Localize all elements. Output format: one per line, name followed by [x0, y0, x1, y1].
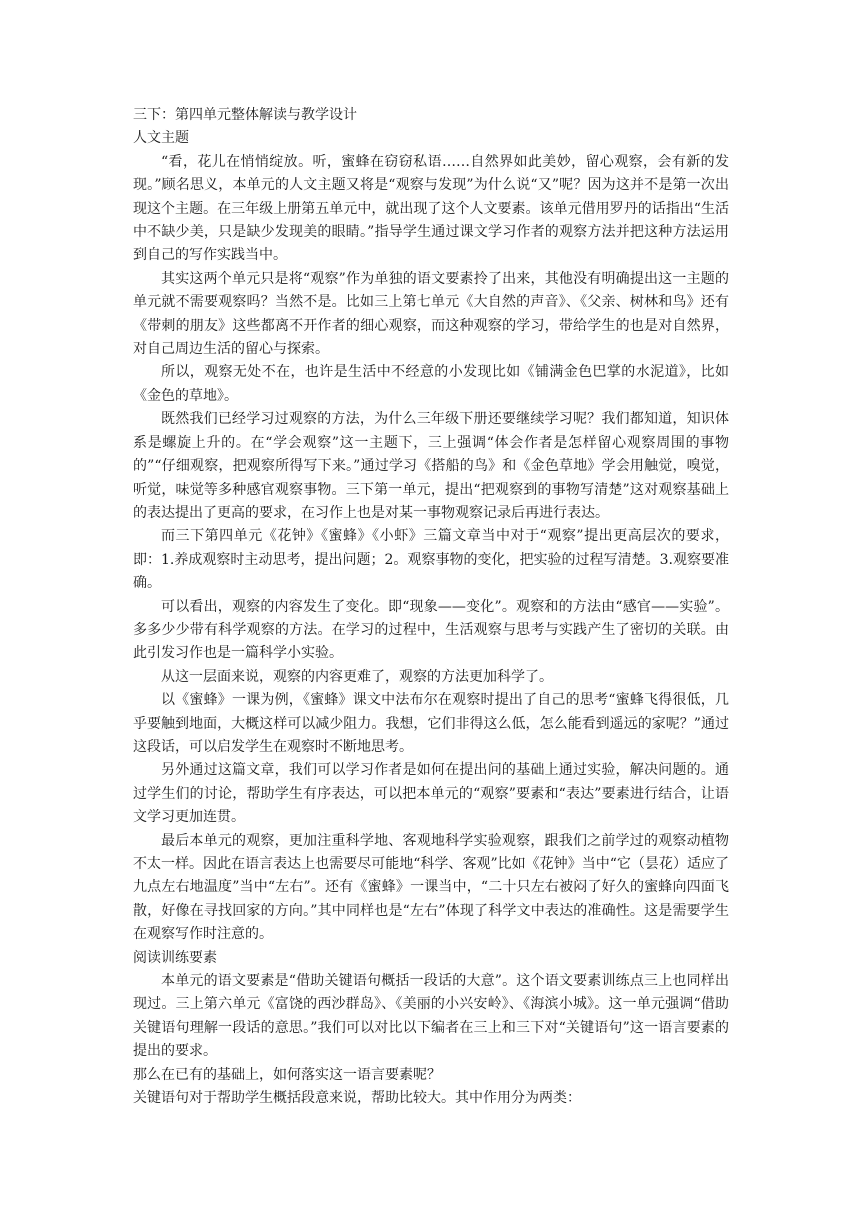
paragraph: 以《蜜蜂》一课为例，《蜜蜂》课文中法布尔在观察时提出了自己的思考“蜜蜂飞得很低，几乎要触到地面，大概这样可以减少阻力。我想，它们非得这么低，怎么能看到遥远的家呢？”通过这段话，可以启发学生在观察时不断地思考。	[133, 692, 729, 755]
document-page	[133, 104, 729, 1110]
paragraph: 从这一层面来说，观察的内容更难了，观察的方法更加科学了。	[161, 668, 553, 685]
paragraph: 而三下第四单元《花钟》《蜜蜂》《小虾》三篇文章当中对于“观察”提出更高层次的要求，即：1.养成观察时主动思考，提出问题；2。观察事物的变化，把实验的过程写清楚。3.观察要准确。	[133, 528, 729, 592]
paragraph: 既然我们已经学习过观察的方法，为什么三年级下册还要继续学习呢？我们都知道，知识体系是螺旋上升的。在“学会观察”这一主题下，三上强调“体会作者是怎样留心观察周围的事物的”“仔细观察，把观察所得写下来。”通过学习《搭船的鸟》和《金色草地》学会用触觉，嗅觉，听觉，味觉等多种感官观察事物。三下第一单元，提出“把观察到的事物写清楚”这对观察基础上的表达提出了更高的要求，在习作上也是对某一事物观察记录后再进行表达。	[133, 411, 729, 521]
plain-line: 那么在已有的基础上，如何落实这一语言要素呢？	[133, 1066, 441, 1083]
section-heading-reading-training: 阅读训练要素	[133, 949, 217, 966]
plain-line: 关键语句对于帮助学生概括段意来说，帮助比较大。其中作用分为两类：	[133, 1090, 581, 1107]
document-title: 三下：第四单元整体解读与教学设计	[133, 107, 357, 123]
paragraph: 最后本单元的观察，更加注重科学地、客观地科学实验观察，跟我们之前学过的观察动植物不太一样。因此在语言表达上也需要尽可能地“科学、客观”比如《花钟》当中“它（昙花）适应了九点左右地温度”当中“左右”。还有《蜜蜂》一课当中，“二十只左右被闷了好久的蜜蜂向四面飞散，好像在寻找回家的方向。”其中同样也是“左右”体现了科学文中表达的准确性。这是需要学生在观察写作时注意的。	[133, 832, 729, 943]
paragraph: “看，花儿在悄悄绽放。听，蜜蜂在窃窃私语……自然界如此美妙，留心观察，会有新的发现。”顾名思义，本单元的人文主题又将是“观察与发现”为什么说“又”呢？因为这并不是第一次出现这个主题。在三年级上册第五单元中，就出现了这个人文要素。该单元借用罗丹的话指出“生活中不缺少美，只是缺少发现美的眼睛。”指导学生通过课文学习作者的观察方法并把这种方法运用到自己的写作实践当中。	[133, 153, 729, 264]
paragraph: 本单元的语文要素是“借助关键语句概括一段话的大意”。这个语文要素训练点三上也同样出现过。三上第六单元《富饶的西沙群岛》、《美丽的小兴安岭》、《海滨小城》。这一单元强调“借助关键语句理解一段话的意思。”我们可以对比以下编者在三上和三下对“关键语句”这一语言要素的提出的要求。	[133, 973, 729, 1060]
paragraph: 可以看出，观察的内容发生了变化。即“现象——变化”。观察和的方法由“感官——实验”。多多少少带有科学观察的方法。在学习的过程中，生活观察与思考与实践产生了密切的关联。由此引发习作也是一篇科学小实验。	[133, 598, 729, 662]
section-heading-humanities-theme: 人文主题	[133, 130, 189, 147]
paragraph: 其实这两个单元只是将“观察”作为单独的语文要素拎了出来，其他没有明确提出这一主题的单元就不需要观察吗？当然不是。比如三上第七单元《大自然的声音》、《父亲、树林和鸟》还有《带刺的朋友》这些都离不开作者的细心观察，而这种观察的学习，带给学生的也是对自然界，对自己周边生活的留心与探索。	[133, 270, 729, 358]
paragraph: 另外通过这篇文章，我们可以学习作者是如何在提出问的基础上通过实验，解决问题的。通过学生们的讨论，帮助学生有序表达，可以把本单元的“观察”要素和“表达”要素进行结合，让语文学习更加连贯。	[133, 762, 729, 826]
paragraph: 所以，观察无处不在，也许是生活中不经意的小发现比如《铺满金色巴掌的水泥道》，比如《金色的草地》。	[133, 364, 729, 404]
